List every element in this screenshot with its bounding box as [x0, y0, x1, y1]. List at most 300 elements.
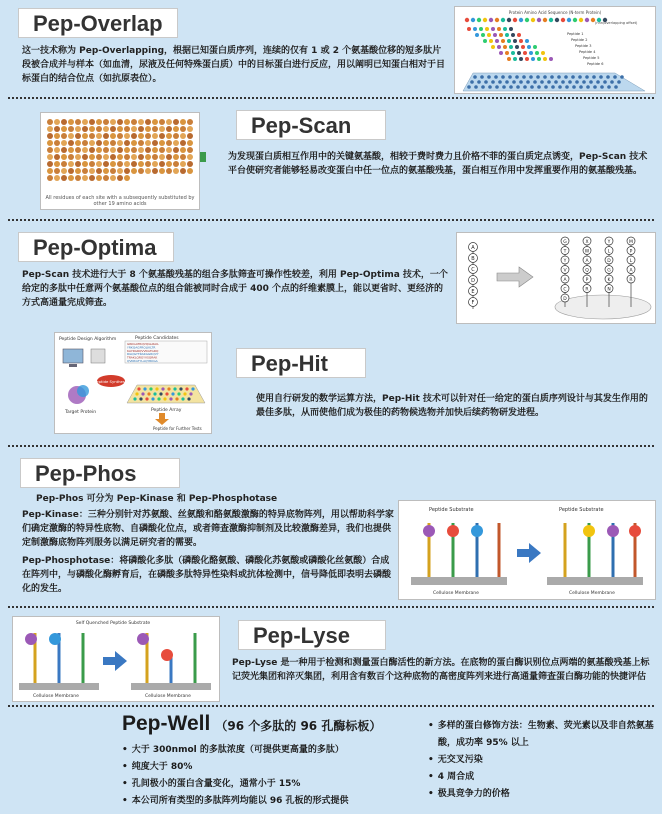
residue-letter: A: [585, 259, 589, 264]
scan-dot: [159, 140, 165, 146]
scan-dot: [131, 126, 137, 132]
scan-dot: [110, 168, 116, 174]
scan-dot: [173, 168, 179, 174]
scan-dot: [82, 119, 88, 125]
scan-dot: [75, 161, 81, 167]
scan-dot: [47, 154, 53, 160]
pep-phos-phosphotase-text: Pep-Phosphotase：将磷酸化多肽（磷酸化酪氨酸、磷酸化苏氨酸或磷酸化丝氨酸）合成在阵列中，与磷酸化酶孵育后，在磷酸多肽特异性染料或抗体检测中，信号降低即表明去磷酸化的发生。: [22, 556, 392, 594]
peptide-residue: [531, 57, 535, 61]
scan-caption: All residues of each site with a subsequently substituted by other 19 amino acids: [45, 195, 195, 207]
peptide-residue: [491, 45, 495, 49]
scan-dot: [180, 161, 186, 167]
scan-dot: [96, 147, 102, 153]
plate-dot: [529, 75, 533, 79]
scan-dot: [152, 133, 158, 139]
scan-dot: [138, 119, 144, 125]
phos-membrane-label-2: Cellulose Membrane: [569, 591, 615, 596]
peptide-residue: [489, 39, 493, 43]
scan-dot: [82, 168, 88, 174]
array-dot: [191, 387, 194, 390]
peptide-residue: [497, 27, 501, 31]
kinase-blob: [607, 525, 619, 537]
sequence-residue: [531, 18, 535, 22]
hit-candidate-sequences: [126, 342, 159, 363]
scan-dot: [103, 140, 109, 146]
residue-letter: A: [563, 278, 567, 283]
peptide-label: Peptide 4: [579, 50, 596, 54]
pep-well-left-list: [122, 742, 422, 810]
list-item: • 纯度大于 80%: [122, 759, 422, 776]
scan-dot: [124, 154, 130, 160]
scan-dot: [166, 140, 172, 146]
plate-dot: [473, 75, 477, 79]
scan-dot: [166, 133, 172, 139]
residue-letter: W: [584, 249, 590, 255]
scan-dot: [145, 168, 151, 174]
computer-stand-icon: [69, 364, 77, 367]
scan-dot: [187, 147, 193, 153]
plate-dot: [593, 85, 597, 89]
array-dot: [163, 397, 166, 400]
array-dot: [157, 397, 160, 400]
candidate-sequence: GRKGATRQVQGLRAIL: [127, 342, 159, 346]
peptide-label: Peptide 5: [583, 56, 600, 60]
plate-dot: [505, 80, 509, 84]
scan-dot: [124, 119, 130, 125]
plate-dot: [607, 85, 611, 89]
scan-dot: [117, 126, 123, 132]
scan-dot: [103, 175, 109, 181]
scan-dot: [152, 154, 158, 160]
scan-dot: [82, 126, 88, 132]
plate-dot: [586, 85, 590, 89]
residue-letter: C: [471, 267, 475, 273]
phos-left-peptides: [423, 523, 499, 577]
scan-dot: [187, 154, 193, 160]
peptide-residue: [475, 33, 479, 37]
residue-letter: L: [607, 249, 611, 255]
residue-letter: T: [563, 249, 567, 255]
plate-dot: [547, 80, 551, 84]
scan-dot: [166, 154, 172, 160]
plate-dot: [575, 80, 579, 84]
plate-dot: [512, 80, 516, 84]
sequence-residue: [513, 18, 517, 22]
sequence-residue: [501, 18, 505, 22]
array-dot: [149, 387, 152, 390]
hit-further-label: Peptide for Further Tests: [153, 426, 202, 431]
peptide-residue: [505, 33, 509, 37]
pep-overlap-title: Pep-Overlap: [18, 8, 178, 38]
pep-well-right-list: [428, 718, 654, 803]
residue-letter: X: [585, 240, 589, 245]
plate-dot: [561, 80, 565, 84]
scan-dot: [159, 126, 165, 132]
phos-membrane-1: [411, 577, 507, 585]
sequence-residue: [549, 18, 553, 22]
optima-figure: [456, 232, 656, 324]
scan-dot: [68, 161, 74, 167]
sequence-residue: [537, 18, 541, 22]
peptide-residue: [515, 45, 519, 49]
synthesizer-icon: [91, 349, 105, 363]
overlap-legend: (nnn/overlapping offset): [595, 21, 638, 25]
peptide-residue: [505, 51, 509, 55]
scan-dot: [54, 133, 60, 139]
scan-dot: [110, 147, 116, 153]
pep-scan-text: 为发现蛋白质相互作用中的关键氨基酸，相较于费时费力且价格不菲的蛋白质定点诱变，Pep-Scan 技术平台使研究者能够轻易改变蛋白中任一位点的氨基酸残基，蛋白相互作用中发挥重要作用的氨基酸残基。: [228, 152, 648, 176]
array-dot: [181, 397, 184, 400]
peptide-residue: [523, 51, 527, 55]
scan-dot: [68, 126, 74, 132]
plate-dot: [620, 75, 624, 79]
plate-dot: [600, 85, 604, 89]
scan-dot: [89, 119, 95, 125]
scan-dot: [180, 168, 186, 174]
scan-dot: [75, 175, 81, 181]
pep-phos-line1: Pep-Phos 可分为 Pep-Kinase 和 Pep-Phosphotase: [36, 494, 278, 504]
pep-well-heading: [122, 712, 381, 736]
peptide-residue: [485, 27, 489, 31]
scan-dot: [180, 140, 186, 146]
scan-dot: [159, 147, 165, 153]
residue-letter: C: [563, 287, 567, 293]
scan-dot: [54, 119, 60, 125]
lyse-membrane-1: [19, 683, 99, 690]
hit-target-label: Target Protein: [65, 410, 97, 415]
scan-dot: [138, 126, 144, 132]
scan-dot: [187, 168, 193, 174]
plate-dot: [572, 85, 576, 89]
plate-dot: [540, 80, 544, 84]
peptide-residue: [503, 27, 507, 31]
scan-dot: [187, 133, 193, 139]
peptide-residue: [479, 27, 483, 31]
scan-dot: [138, 168, 144, 174]
peptide-residue: [525, 39, 529, 43]
peptide-residue: [535, 51, 539, 55]
scan-dot-grid: [47, 119, 195, 182]
sequence-residue: [555, 18, 559, 22]
scan-dot: [103, 147, 109, 153]
divider-2: [8, 219, 654, 221]
residue-letter: F: [471, 300, 475, 306]
residue-letter: M: [629, 240, 633, 245]
plate-dot: [501, 75, 505, 79]
residue-letter: L: [629, 259, 633, 264]
hit-diagram: [55, 333, 211, 433]
list-item: • 大于 300nmol 的多肽浓度（可提供更高量的多肽）: [122, 742, 422, 759]
sequence-residue: [489, 18, 493, 22]
scan-dot: [166, 126, 172, 132]
scan-dot: [75, 154, 81, 160]
plate-dot: [613, 75, 617, 79]
scan-dot: [96, 168, 102, 174]
lyse-membrane-label-2: Cellulose Membrane: [145, 694, 191, 699]
scan-dot: [110, 126, 116, 132]
scan-dot: [61, 168, 67, 174]
scan-dot: [47, 161, 53, 167]
scan-dot: [47, 126, 53, 132]
scan-dot: [89, 154, 95, 160]
list-item: • 孔间极小的蛋白含量变化，通常小于 15%: [122, 776, 422, 793]
optima-diagram: [457, 233, 655, 323]
plate-dot: [551, 85, 555, 89]
plate-dot: [481, 85, 485, 89]
pep-well-title: Pep-Well: [122, 712, 211, 735]
scan-dot: [96, 126, 102, 132]
overlap-peptide-labels: [567, 32, 603, 66]
residue-letter: R: [585, 287, 589, 293]
plate-dot: [571, 75, 575, 79]
phos-right-peptides: [565, 523, 641, 577]
candidate-sequence: YRKQAGFRQLIKLTR: [127, 345, 156, 350]
plate-dot: [495, 85, 499, 89]
sequence-residue: [579, 18, 583, 22]
optima-membrane: [555, 295, 651, 319]
sequence-residue: [543, 18, 547, 22]
peptide-residue: [533, 45, 537, 49]
down-arrow-icon: [155, 413, 169, 425]
scan-dot: [145, 126, 151, 132]
scan-dot: [103, 161, 109, 167]
plate-dot: [522, 75, 526, 79]
scan-dot: [103, 126, 109, 132]
plate-dot: [467, 85, 471, 89]
scan-dot: [82, 140, 88, 146]
scan-dot: [124, 126, 130, 132]
scan-dot: [54, 126, 60, 132]
pep-overlap-text: 这一技术称为 Pep-Overlapping，根据已知蛋白质序列，连续的仅有 1 或 2 个氨基酸位移的短多肽片段被合成并与样本（如血清，尿液及任何特殊蛋白质）中的目标蛋白进行反应，用以阐明已知蛋白相对于目标蛋白的结合位点（如抗原表位）。: [22, 46, 446, 84]
plate-dot: [494, 75, 498, 79]
scan-dot: [82, 133, 88, 139]
scan-dot: [180, 119, 186, 125]
scan-dot: [145, 119, 151, 125]
list-item: • 4 周合成: [428, 769, 654, 786]
scan-dot: [180, 126, 186, 132]
scan-dot: [152, 161, 158, 167]
pep-optima-title: Pep-Optima: [18, 232, 174, 262]
peptide-label: Peptide 3: [575, 44, 592, 48]
plate-dot: [599, 75, 603, 79]
peptide-residue: [511, 51, 515, 55]
lyse-left-peptides: [25, 633, 83, 683]
plate-dot: [568, 80, 572, 84]
scan-dot: [82, 161, 88, 167]
array-dot: [183, 392, 186, 395]
scan-dot: [173, 154, 179, 160]
scan-dot: [61, 161, 67, 167]
candidate-sequence: KAYRGRQVVKGTGRQ: [127, 348, 159, 353]
pep-hit-title: Pep-Hit: [236, 348, 366, 378]
residue-letter: N: [607, 287, 611, 293]
array-dot: [177, 392, 180, 395]
plate-dot: [470, 80, 474, 84]
peptide-residue: [507, 39, 511, 43]
residue-letter: B: [471, 256, 475, 262]
scan-dot: [180, 154, 186, 160]
scan-dot: [68, 119, 74, 125]
pep-lyse-title: Pep-Lyse: [238, 620, 386, 650]
plate-dot: [558, 85, 562, 89]
scan-dot: [117, 140, 123, 146]
plate-dot: [515, 75, 519, 79]
scan-dot: [145, 154, 151, 160]
plate-dot: [487, 75, 491, 79]
scan-dot: [82, 147, 88, 153]
peptide-residue: [537, 57, 541, 61]
scan-dot: [159, 161, 165, 167]
hit-candidates-label: Peptide Candidates: [135, 336, 179, 341]
sequence-residue: [519, 18, 523, 22]
array-dot: [133, 397, 136, 400]
scan-dot: [117, 161, 123, 167]
scan-dot: [47, 175, 53, 181]
scan-dot: [54, 161, 60, 167]
array-dot: [161, 387, 164, 390]
candidate-sequence: RGQGYTRAKGGRQVY: [127, 352, 159, 357]
scan-dot: [152, 147, 158, 153]
scan-dot: [61, 140, 67, 146]
array-dot: [153, 392, 156, 395]
phos-membrane-2: [547, 577, 643, 585]
scan-dot: [131, 161, 137, 167]
scan-dot: [54, 168, 60, 174]
protease-blob: [161, 649, 173, 661]
scan-dot: [159, 154, 165, 160]
plate-dot: [543, 75, 547, 79]
plate-dot: [523, 85, 527, 89]
residue-letter: D: [607, 259, 611, 264]
kinase-blob: [583, 525, 595, 537]
scan-dot: [68, 140, 74, 146]
scan-dot: [159, 168, 165, 174]
plate-dot: [480, 75, 484, 79]
peptide-residue: [499, 51, 503, 55]
peptide-label: Peptide 6: [587, 62, 604, 66]
scan-dot: [47, 168, 53, 174]
scan-dot: [89, 133, 95, 139]
scan-dot: [89, 175, 95, 181]
scan-dot: [138, 154, 144, 160]
scan-dot: [89, 168, 95, 174]
plate-dot: [589, 80, 593, 84]
residue-letter: D: [563, 297, 567, 302]
array-dot: [189, 392, 192, 395]
array-dot: [147, 392, 150, 395]
phos-membrane-label-1: Cellulose Membrane: [433, 591, 479, 596]
lyse-membrane-2: [131, 683, 211, 690]
scan-dot: [89, 161, 95, 167]
sequence-residue: [471, 18, 475, 22]
scan-dot: [103, 133, 109, 139]
scan-dot: [75, 147, 81, 153]
plate-dot: [488, 85, 492, 89]
scan-dot: [96, 140, 102, 146]
scan-dot: [180, 133, 186, 139]
array-dot: [173, 387, 176, 390]
scan-dot: [110, 154, 116, 160]
scan-dot: [47, 147, 53, 153]
protease-blob: [49, 633, 61, 645]
scan-dot: [89, 140, 95, 146]
plate-dot: [578, 75, 582, 79]
plate-dot: [565, 85, 569, 89]
scan-dot: [75, 119, 81, 125]
plate-dot: [596, 80, 600, 84]
plate-dot: [606, 75, 610, 79]
scan-dot: [187, 119, 193, 125]
scan-dot: [131, 147, 137, 153]
plate-dot: [484, 80, 488, 84]
peptide-residue: [519, 39, 523, 43]
scan-dot: [187, 161, 193, 167]
optima-peptide-before: [469, 243, 478, 310]
scan-dot: [89, 126, 95, 132]
kinase-blob: [423, 525, 435, 537]
peptide-residue: [493, 33, 497, 37]
lyse-top-label: Self Quenched Peptide Substrate: [75, 621, 151, 626]
scan-dot: [75, 168, 81, 174]
residue-letter: G: [563, 240, 567, 245]
scan-dot: [47, 119, 53, 125]
hit-algorithm-label: Peptide Design Algorithm: [59, 337, 117, 342]
residue-letter: G: [607, 268, 611, 274]
scan-dot: [117, 168, 123, 174]
scan-dot: [124, 161, 130, 167]
lyse-membrane-label-1: Cellulose Membrane: [33, 694, 79, 699]
kinase-blob: [471, 525, 483, 537]
plate-dot: [498, 80, 502, 84]
peptide-residue: [487, 33, 491, 37]
divider-4: [8, 606, 654, 608]
residue-letter: E: [471, 289, 475, 295]
peptide-residue: [521, 45, 525, 49]
lyse-diagram: [13, 617, 219, 701]
scan-dot: [75, 133, 81, 139]
scan-dot: [75, 126, 81, 132]
list-item: • 本公司所有类型的多肽阵列均能以 96 孔板的形式提供: [122, 793, 422, 810]
scan-figure: [40, 112, 200, 210]
optima-arrow-icon: [497, 267, 533, 287]
scan-dot: [117, 133, 123, 139]
scan-dot: [117, 154, 123, 160]
candidate-sequence: TRAKLQRGYVSQRAK: [127, 355, 158, 360]
scan-dot: [173, 147, 179, 153]
scan-dot: [159, 133, 165, 139]
peptide-residue: [491, 27, 495, 31]
sequence-residue: [507, 18, 511, 22]
plate-dot: [550, 75, 554, 79]
scan-dot: [152, 140, 158, 146]
phos-figure: [398, 500, 656, 600]
plate-dot: [536, 75, 540, 79]
scan-dot: [68, 175, 74, 181]
phos-substrate-label-1: Peptide Substrate: [429, 507, 474, 513]
scan-dot: [96, 133, 102, 139]
scan-dot: [82, 154, 88, 160]
plate-dot: [610, 80, 614, 84]
lyse-arrow-icon: [103, 651, 127, 671]
scan-dot: [68, 168, 74, 174]
divider-1: [8, 97, 654, 99]
hit-synthesis-label: Peptide Synthesis: [94, 379, 128, 384]
plate-dot: [537, 85, 541, 89]
plate-dot: [508, 75, 512, 79]
scan-dot: [61, 119, 67, 125]
plate-dot: [509, 85, 513, 89]
kinase-blob: [629, 525, 641, 537]
